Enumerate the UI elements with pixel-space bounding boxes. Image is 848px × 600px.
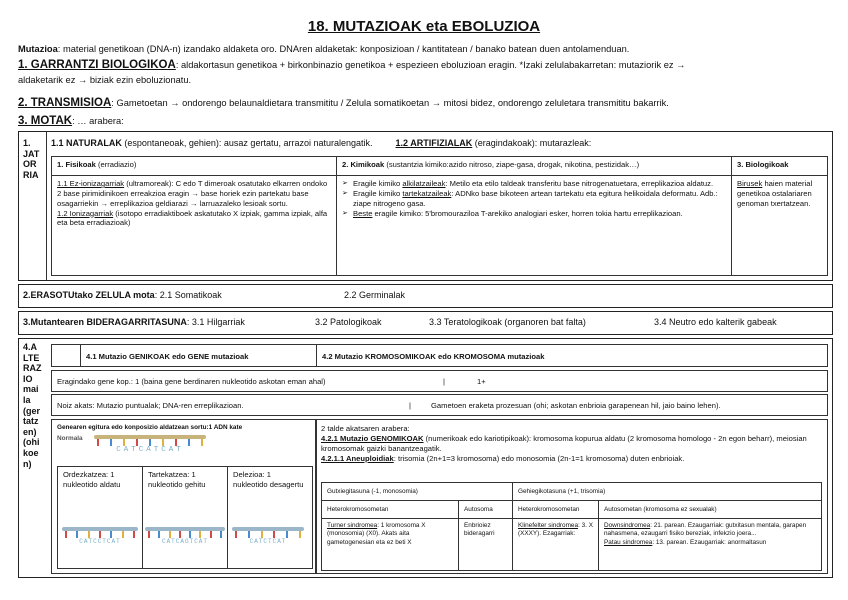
tartekatzea-cell: Tartekatzea: 1 nukleotido gehitu CATCAGTCAT	[142, 466, 228, 569]
gene-kopurua-row: Eragindako gene kop.: 1 (baina gene berdinaren nukleotido askotan eman ahal) | 1+	[51, 370, 828, 392]
noiz-row: Noiz akats: Mutazio puntualak; DNA-ren erreplikazioan. | Gametoen eraketa prozesuan (ohi; askotan enbrioia garapenean hil, jaio baino lehen).	[51, 394, 828, 416]
biologikoak-body: Birusek haien material genetikoa ostalariaren genoman txertatzean.	[731, 175, 828, 276]
down-patau-cell: Downsindromea: 21. parean. Ezaugarriak: gutxitasun mentala, garapen nahasmena, ezaugarri fisiko bereziak, infekzio joera... Patau sindromea: 13. parean. Ezaugarriak: anormaltasun	[598, 518, 822, 571]
normala-label: Normala	[57, 435, 83, 442]
row2-zelula: 2.ERASOTUtako ZELULA mota: 2.1 Somatikoak 2.2 Germinalak	[18, 284, 833, 308]
kimikoak-header: 2. Kimikoak (sustantzia kimiko:azido nitroso, ziape-gasa, drogak, nikotina, pestizidak…)	[336, 156, 732, 176]
section3-line	[18, 114, 833, 128]
kromosoma-mutazioak-header: 4.2 Mutazio KROMOSOMIKOAK edo KROMOSOMA mutazioak	[316, 344, 828, 367]
dna-delezioa-icon: CATCTCAT	[232, 527, 304, 546]
intro-term: Mutazioa	[18, 44, 58, 54]
dna-tartekatzea-icon: CATCAGTCAT	[145, 527, 225, 546]
gutxiegitasuna-header: Gutxiegitasuna (-1, monosomia)	[321, 482, 513, 501]
intro-line	[18, 44, 833, 56]
naturalak-text: (espontaneoak, gehien): ausaz gertatu, arrazoi naturalengatik.	[121, 138, 373, 148]
kromosoma-panel	[316, 419, 828, 574]
row1-label: 1. JAT OR RIA	[23, 138, 40, 180]
section1-text: : aldakortasun genetikoa + birkonbinazio genetikoa + espezieen eboluzioan eragin. *Izaki zelulabakarretan: mutaziorik ez →	[175, 60, 686, 70]
enbrioi-cell: Enbrioiez bideragarri	[458, 518, 513, 571]
delezioa-cell: Delezioa: 1 nukleotido desagertu CATCTCAT	[227, 466, 313, 569]
dna-normal-icon: CATCATCAT	[94, 435, 206, 455]
autosoma-col-1: Autosoma	[458, 500, 513, 519]
section2-heading: 2. TRANSMISIOA	[18, 97, 112, 109]
row4-label: 4.A LTE RAZ IO mai la (ger tatz en) (ohi koe n)	[23, 342, 42, 469]
gene-mutazioak-header: 4.1 Mutazio GENIKOAK edo GENE mutazioak	[80, 344, 317, 367]
ordezkatzea-cell: Ordezkatzea: 1 nukleotido aldatu CATCCTCAT	[57, 466, 143, 569]
kimikoak-item: ➢ Eragile kimiko alkilatzaileak: Metilo eta etilo taldeak transferitu base nitrogenatuetara, erreplikazioa aldatuz.	[342, 179, 726, 189]
biologikoak-header: 3. Biologikoak	[731, 156, 828, 176]
row1-jatorria	[18, 131, 833, 281]
dna-ordezkatzea-icon: CATCCTCAT	[62, 527, 138, 546]
section3-heading: 3. MOTAK	[18, 115, 73, 127]
row2-heading: 2.ERASOTUtako ZELULA mota	[23, 290, 155, 300]
naturalak-heading: 1.1 NATURALAK	[51, 138, 122, 148]
hetero-col-1: Heterokromosometan	[321, 500, 459, 519]
artifizialak-heading: 1.2 ARTIFIZIALAK	[395, 138, 473, 148]
intro-text: : material genetikoan (DNA-n) izandako aldaketa oro. DNAren aldaketak: konposizioan / kantitatean / banako batean duen antolamenduan.	[57, 44, 630, 54]
fisikoak-body: 1.1 Ez-ionizagarriak (ultramoreak): C edo T dimeroak osatutako elkarren ondoko 2 base pirimidinikoen erreakzioa eragin → base horiek ezin partekatu base osagarriekin → erreplikazioa geldiarazi → larruazaleko lesioak sortu. 1.2 Ionizagarriak (isotopo erradiaktiboek askatutako X izpiak, gamma izpiak, alfa eta beta erradiazioak)	[51, 175, 337, 276]
fisikoak-header: 1. Fisikoak (erradiazio)	[51, 156, 337, 176]
kimikoak-item: ➢ Eragile kimiko tartekatzaileak: ADNko base bikoteen artean tartekatu eta egitura helikoidala deformatu. Adb.: ziape nitrogeno gasa.	[342, 189, 726, 209]
kromosoma-text: 2 talde akatsaren arabera: 4.2.1 Mutazio GENOMIKOAK (numerikoak edo kariotipikoak): kromosoma kopurua aldatu (2 kromosoma homologo - 2n egon beharr), meiosian kromosomak gaizki banantzeagatik. 4.2.1.1 Aneuploidiak: trisomia (2n+1=3 kromosoma) edo monosomia (2n-1=1 kromosoma) duten enbrioiak.	[321, 424, 807, 463]
page-title: 18. MUTAZIOAK eta EBOLUZIOA	[307, 18, 541, 35]
autosoma-col-2: Autosometan (kromosoma ez sexualak)	[598, 500, 822, 519]
section2-line	[18, 96, 833, 110]
section3-text: : … arabera:	[72, 116, 124, 126]
artifizialak-text: (eragindakoak): mutarazleak:	[472, 138, 592, 148]
klinefelter-cell: Klinefelter sindromea: 3. X (XXXY). Ezagarriak:	[512, 518, 599, 571]
turner-cell: Turner sindromea: 1 kromosoma X (monosomia) (X0). Akats aita gametogenesian eta ez beti X	[321, 518, 459, 571]
section1-line2: aldaketarik ez → biziak ezin eboluzionatu.	[18, 75, 192, 85]
kimikoak-body	[336, 175, 732, 276]
section1-heading: 1. GARRANTZI BIOLOGIKOA	[18, 59, 176, 71]
row3-heading: 3.Mutantearen BIDERAGARRITASUNA	[23, 317, 187, 327]
row4-alterazio	[18, 338, 833, 578]
gene-mutazio-panel	[51, 419, 316, 574]
row3-bideragarritasuna: 3.Mutantearen BIDERAGARRITASUNA: 3.1 Hilgarriak 3.2 Patologikoak 3.3 Teratologikoak (organoren bat falta) 3.4 Neutro edo kalterik gabeak	[18, 311, 833, 335]
naturalak-line	[51, 138, 591, 149]
sortu-text: Genearen egitura edo konposizio aldatzean sortu:1 ADN kate	[57, 424, 243, 431]
section1-line	[18, 58, 833, 72]
section2-text: : Gametoetan → ondorengo belaunaldietara transmititu / Zelula somatikoetan → mitosi bidez, ondorengo zeluletara transmititu bakarrik.	[111, 98, 669, 108]
kimikoak-item: ➢ Beste eragile kimiko: 5'bromouraziloa T-arekiko analogiari esker, horren tokia hartu erreplikazioan.	[342, 209, 726, 219]
gehiegikotasuna-header: Gehiegikotasuna (+1, trisomia)	[512, 482, 822, 501]
hetero-col-2: Heterokromosometan	[512, 500, 599, 519]
